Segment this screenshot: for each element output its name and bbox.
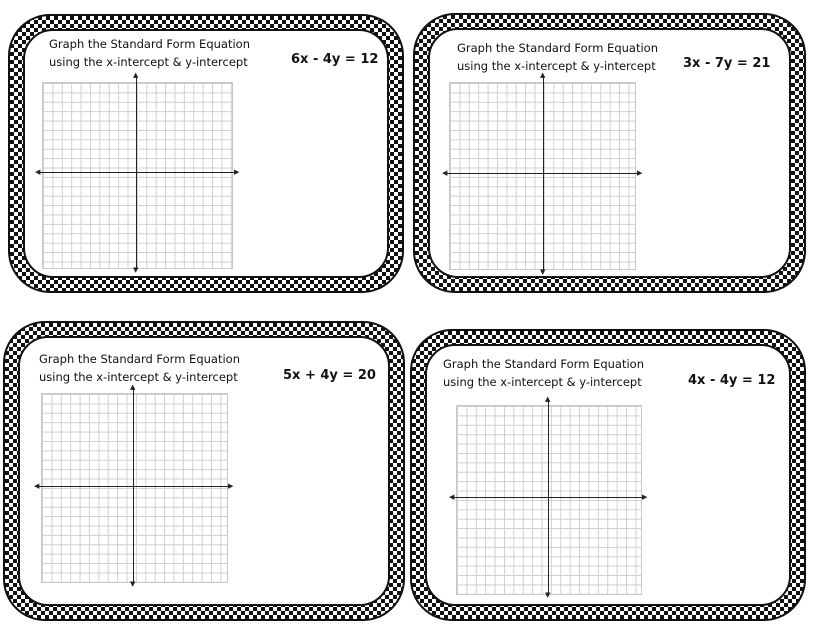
y-axis: [136, 76, 137, 270]
instruction-line-2: using the x-intercept & y-intercept: [49, 55, 248, 69]
y-axis-down-arrow-icon: ▼: [545, 591, 551, 599]
x-axis-left-arrow-icon: ◀: [34, 482, 40, 490]
card-inner: [23, 29, 389, 278]
y-axis-up-arrow-icon: ▲: [130, 383, 136, 391]
x-axis: [37, 486, 231, 487]
instruction-text: [39, 350, 240, 386]
y-axis: [543, 76, 544, 272]
coordinate-grid[interactable]: [41, 393, 228, 583]
equation-label: 3x - 7y = 21: [683, 56, 771, 71]
instruction-line-1: Graph the Standard Form Equation: [49, 37, 250, 51]
x-axis-left-arrow-icon: ◀: [35, 168, 41, 176]
y-axis-up-arrow-icon: ▲: [545, 395, 551, 403]
instruction-line-2: using the x-intercept & y-intercept: [457, 59, 656, 73]
x-axis-left-arrow-icon: ◀: [449, 493, 455, 501]
instruction-text: [49, 35, 250, 71]
x-axis-right-arrow-icon: ▶: [228, 482, 234, 490]
y-axis-up-arrow-icon: ▲: [133, 71, 139, 79]
y-axis-down-arrow-icon: ▼: [540, 268, 546, 276]
card-inner: [428, 28, 791, 278]
worksheet-card-2: [413, 13, 806, 293]
instruction-line-1: Graph the Standard Form Equation: [443, 357, 644, 371]
y-axis-down-arrow-icon: ▼: [130, 580, 136, 588]
instruction-text: [443, 355, 644, 391]
y-axis-up-arrow-icon: ▲: [540, 71, 546, 79]
x-axis-left-arrow-icon: ◀: [442, 169, 448, 177]
x-axis-right-arrow-icon: ▶: [642, 493, 648, 501]
y-axis: [133, 388, 134, 584]
y-axis-down-arrow-icon: ▼: [133, 266, 139, 274]
card-inner: [18, 336, 390, 606]
worksheet-card-4: [410, 329, 806, 621]
x-axis-right-arrow-icon: ▶: [637, 169, 643, 177]
instruction-line-1: Graph the Standard Form Equation: [457, 41, 658, 55]
worksheet-card-3: [3, 321, 405, 621]
instruction-line-2: using the x-intercept & y-intercept: [443, 375, 642, 389]
coordinate-grid[interactable]: [456, 405, 642, 595]
x-axis-right-arrow-icon: ▶: [234, 168, 240, 176]
instruction-line-2: using the x-intercept & y-intercept: [39, 370, 238, 384]
card-inner: [425, 344, 791, 606]
x-axis: [38, 172, 236, 173]
worksheet-card-1: [8, 14, 404, 293]
equation-label: 6x - 4y = 12: [291, 52, 379, 67]
coordinate-grid[interactable]: [42, 82, 233, 269]
instruction-text: [457, 39, 658, 75]
instruction-line-1: Graph the Standard Form Equation: [39, 352, 240, 366]
equation-label: 5x + 4y = 20: [283, 368, 376, 383]
equation-label: 4x - 4y = 12: [688, 373, 776, 388]
y-axis: [548, 400, 549, 596]
